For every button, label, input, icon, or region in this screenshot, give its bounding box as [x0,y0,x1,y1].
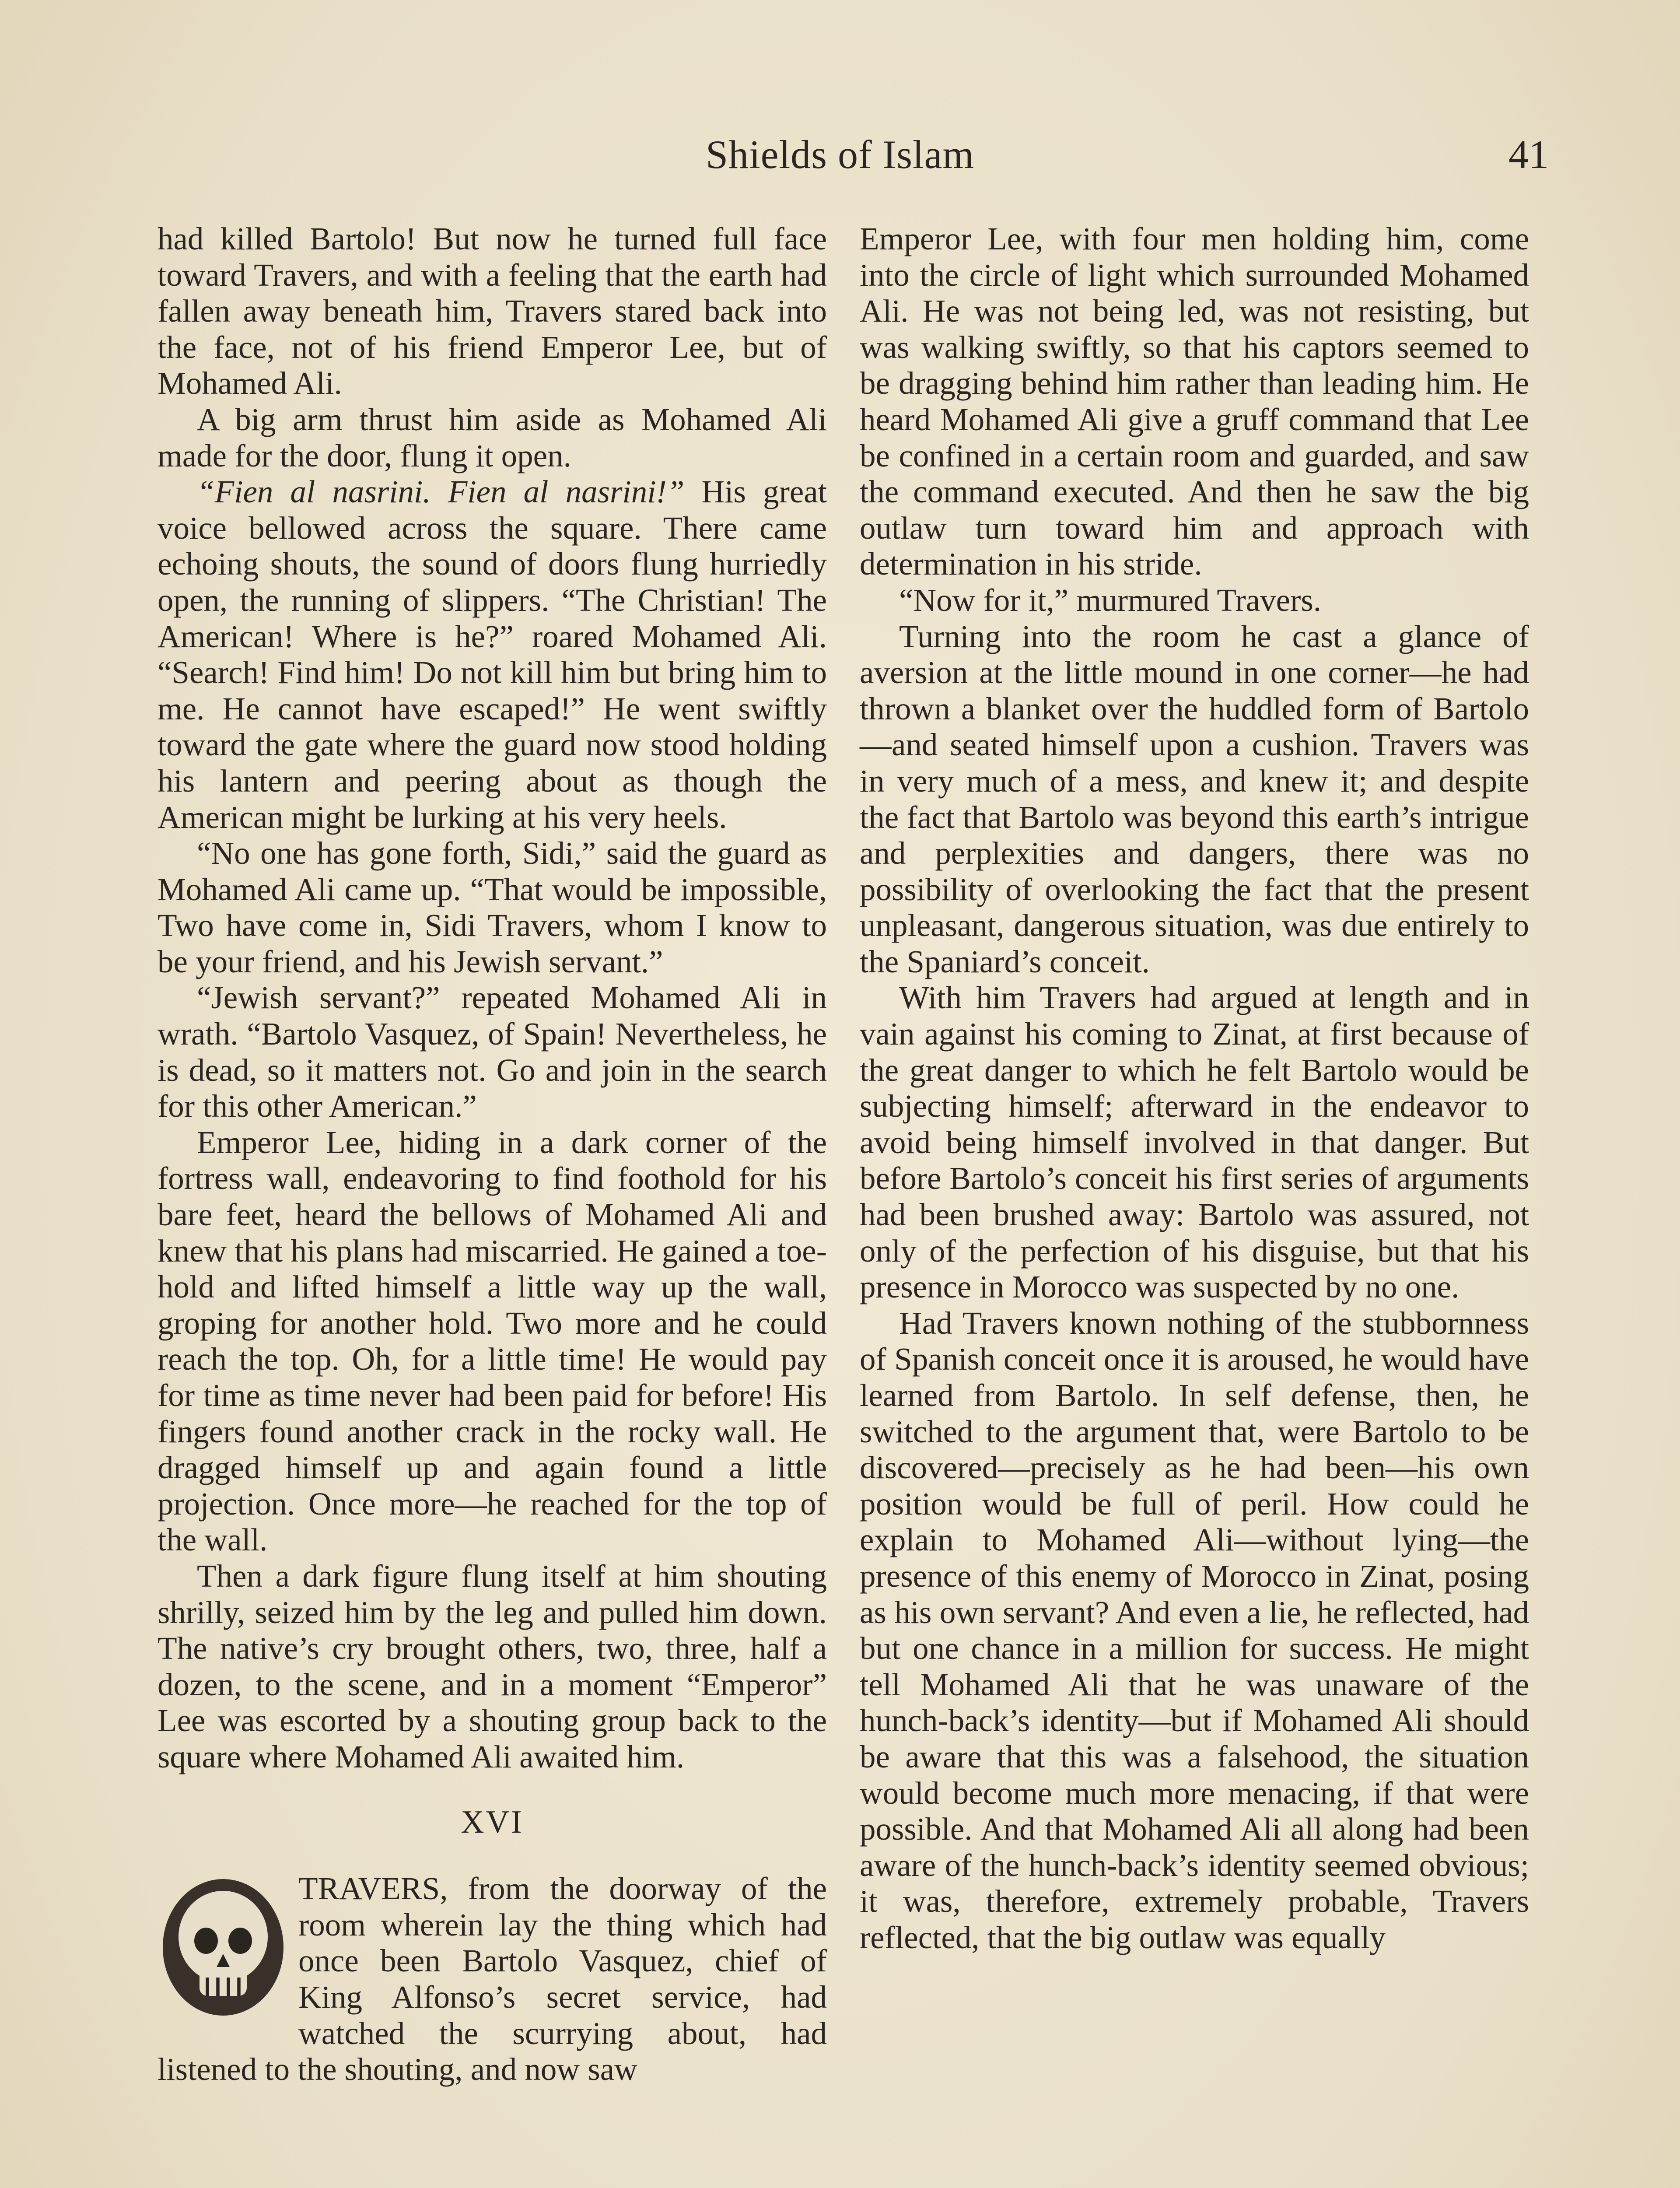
left-column [158,221,827,2088]
paragraph: Emperor Lee, hiding in a dark corner of the fortress wall, endeavoring to find foothold for his bare feet, heard the bellows of Mohamed Ali and knew that his plans had miscarried. He gained a toe-hold and lifted himself a little way up the wall, groping for another hold. Two more and he could reach the top. Oh, for a little time! He would pay for time as time never had been paid for before! His fingers found another crack in the rocky wall. He dragged himself up and again found a little projection. Once more—he reached for the top of the wall. [158,1124,827,1558]
paragraph: “Now for it,” murmured Travers. [899,582,1322,618]
page-number: 41 [1508,132,1549,177]
right-column [860,221,1529,1956]
paragraph-text: His great voice bellowed across the square. There came echoing shouts, the sound of doors flung hurriedly open, the running of slippers. “The Christian! The American! Where is he?” roared Mohamed Ali. “Search! Find him! Do not kill him but bring him to me. He cannot have escaped!” He went swiftly toward the gate where the guard now stood holding his lantern and peering about as though the American might be lurking at his very heels. [158,474,827,835]
chapter-opening [158,1871,827,2088]
paragraph [158,474,827,835]
chapter-heading: XVI [461,1804,524,1840]
skull-icon [158,1875,289,2020]
paragraph: With him Travers had argued at length and in vain against his coming to Zinat, at first because of the great danger to which he felt Bartolo would be subjecting himself; afterward in the endeavor to avoid being himself involved in that danger. But before Bartolo’s conceit his first series of arguments had been brushed away: Bartolo was assured, not only of the perfection of his disguise, but that his presence in Morocco was suspected by no one. [860,980,1529,1305]
paragraph: “No one has gone forth, Sidi,” said the guard as Mohamed Ali came up. “That would be impossible, Two have come in, Sidi Travers, whom I know to be your friend, and his Jewish servant.” [158,835,827,979]
paragraph: A big arm thrust him aside as Mohamed Ali made for the door, flung it open. [158,401,827,473]
paragraph: Then a dark figure flung itself at him shouting shrilly, seized him by the leg and pulled him down. The native’s cry brought others, two, three, half a dozen, to the scene, and in a moment “Emperor” Lee was escorted by a shouting group back to the square where Mohamed Ali awaited him. [158,1558,827,1774]
paragraph: Had Travers known nothing of the stubbornness of Spanish conceit once it is aroused, he would have learned from Bartolo. In self defense, then, he switched to the argument that, were Bartolo to be discovered—precisely as he had been—his own position would be full of peril. How could he explain to Mohamed Ali—without lying—the presence of this enemy of Morocco in Zinat, posing as his own servant? And even a lie, he reflected, had but one chance in a million for success. He might tell Mohamed Ali that he was unaware of the hunch-back’s identity—but if Mohamed Ali should be aware that this was a falsehood, the situation would become much more menacing, if that were possible. And that Mohamed Ali all along had been aware of the hunch-back’s identity seemed obvious; it was, therefore, extremely probable, Travers reflected, that the big outlaw was equally [860,1305,1529,1955]
paragraph: TRAVERS, from the doorway of the room wherein lay the thing which had once been Bartolo Vasquez, chief of King Alfonso’s secret service, had watched the scurrying about, had listened to the shouting, and now saw [158,1871,827,2087]
arabic-quote: “Fien al nasrini. Fien al nasrini!” [197,474,685,510]
running-header-title: Shields of Islam [706,132,974,177]
paragraph: “Jewish servant?” repeated Mohamed Ali in wrath. “Bartolo Vasquez, of Spain! Nevertheless, he is dead, so it matters not. Go and join in the search for this other American.” [158,980,827,1124]
paragraph: had killed Bartolo! But now he turned full face toward Travers, and with a feeling that the earth had fallen away beneath him, Travers stared back into the face, not of his friend Emperor Lee, but of Mohamed Ali. [158,221,827,401]
paragraph: Turning into the room he cast a glance of aversion at the little mound in one corner—he had thrown a blanket over the huddled form of Bartolo—and seated himself upon a cushion. Travers was in very much of a mess, and knew it; and despite the fact that Bartolo was beyond this earth’s intrigue and perplexities and dangers, there was no possibility of overlooking the fact that the present unpleasant, dangerous situation, was due entirely to the Spaniard’s conceit. [860,618,1529,979]
paragraph: Emperor Lee, with four men holding him, come into the circle of light which surrounded Mohamed Ali. He was not being led, was not resisting, but was walking swiftly, so that his captors seemed to be dragging behind him rather than leading him. He heard Mohamed Ali give a gruff command that Lee be confined in a certain room and guarded, and saw the command executed. And then he saw the big outlaw turn toward him and approach with determination in his stride. [860,221,1529,582]
